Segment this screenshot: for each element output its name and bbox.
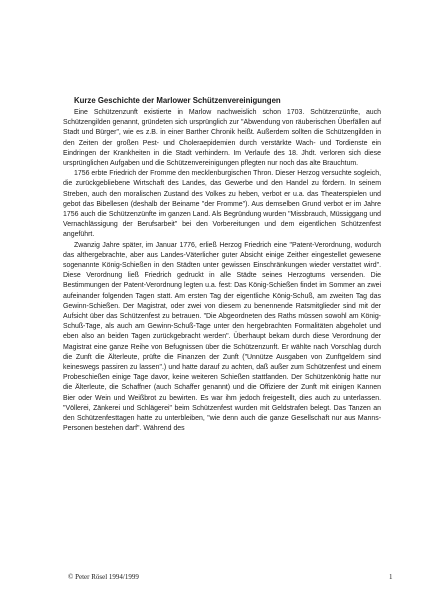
paragraph-2: 1756 erbte Friedrich der Fromme den mecklenburgischen Thron. Dieser Herzog versuchte sogleich, die zurückgebliebene Wirtschaft des Landes, das Gewerbe und den Handel zu fördern. In seinem Streben, auch den moralischen Zustand des Volkes zu heben, verbot er u.a. das Theaterspielen und gebot das Bibellesen (deshalb der Beiname "der Fromme"). Aus demselben Grund verbot er im Jahre 1756 auch die Schützenzünfte im ganzen Land. Als Begründung wurden "Missbrauch, Müssiggang und Vernachlässigung der Berufsarbeit" bei den Vorbereitungen und dem eigentlichen Schützenfest angeführt.	[63, 170, 381, 239]
page-number: 1	[389, 573, 393, 581]
document-heading: Kurze Geschichte der Marlower Schützenvereinigungen	[74, 96, 281, 105]
paragraph-1: Eine Schützenzunft existierte in Marlow nachweislich schon 1703. Schützenzünfte, auch Schützengilden genannt, gründeten sich ursprünglich zur "Abwendung von räuberischen Überfällen auf Stadt und Bürger", wie es z.B. in einer Barther Chronik heißt. Außerdem sollten die Schützengilden in den Zeiten der großen Pest- und Choleraepidemien durch verstärkte Wach- und Tordienste ein Eindringen der Krankheiten in die Stadt verhindern. Im Verlaufe des 18. Jhdt. verloren sich diese ursprünglichen Aufgaben und die Schützenvereinigungen pflegten nur noch das alte Brauchtum.	[63, 109, 381, 168]
document-body	[63, 108, 381, 435]
copyright-footer: © Peter Rösel 1994/1999	[68, 573, 139, 581]
paragraph-3: Zwanzig Jahre später, im Januar 1776, erließ Herzog Friedrich eine "Patent-Verordnung, wodurch das althergebrachte, aber aus Landes-Väterlicher guter Absicht einige Zeither eingestellet gewesene sogenannte König-Schießen in den Städten unter gewissen Einschränkungen wieder verstattet wird". Diese Verordnung ließ Friedrich gedruckt in alle Städte seines Herzogtums versenden. Die Bestimmungen der Patent-Verordnung legten u.a. fest: Das König-Schießen findet im Sommer an zwei aufeinander folgenden Tagen statt. Am ersten Tag der eigentliche König-Schuß, am zweiten Tag das Gewinn-Schießen. Der Magistrat, oder zwei von diesem zu benennende Ratsmitglieder sind mit der Aufsicht über das Schützenfest zu betrauen. "Die Abgeordneten des Raths müssen sowohl am König-Schuß-Tage, als auch am Gewinn-Schuß-Tage unter den hergebrachten Formalitäten abgeholet und eben also an beiden Tagen zurückgebracht werden". Überhaupt bekam durch diese Verordnung der Magistrat eine ganze Reihe von Befugnissen über die Schützenzunft. Er wählte nach Vorschlag durch die Zunft die Älterleute, prüfte die Finanzen der Zunft ("Unnütze Ausgaben von Zunftgeldern sind keineswegs passiren zu lassen".) und hatte darauf zu achten, daß außer zum Schützenfest und einem Probeschießen einige Tage davor, keine weiteren Schießen stattfanden. Der Schützenkönig hatte nur die Älterleute, die Schaffner (auch Schaffer genannt) und die Offiziere der Zunft mit einigen Kannen Bier oder Wein und Weißbrot zu bewirten. Es war ihm jedoch freigestellt, dies auch zu unterlassen. "Völlerei, Zänkerei und Schlägerei" beim Schützenfest wurden mit Geldstrafen belegt. Das Tanzen an den Schützenfesttagen hatte zu unterbleiben, "wie denn auch die ganze Gesellschaft nur aus Manns-Personen bestehen darf". Während des	[63, 241, 381, 433]
